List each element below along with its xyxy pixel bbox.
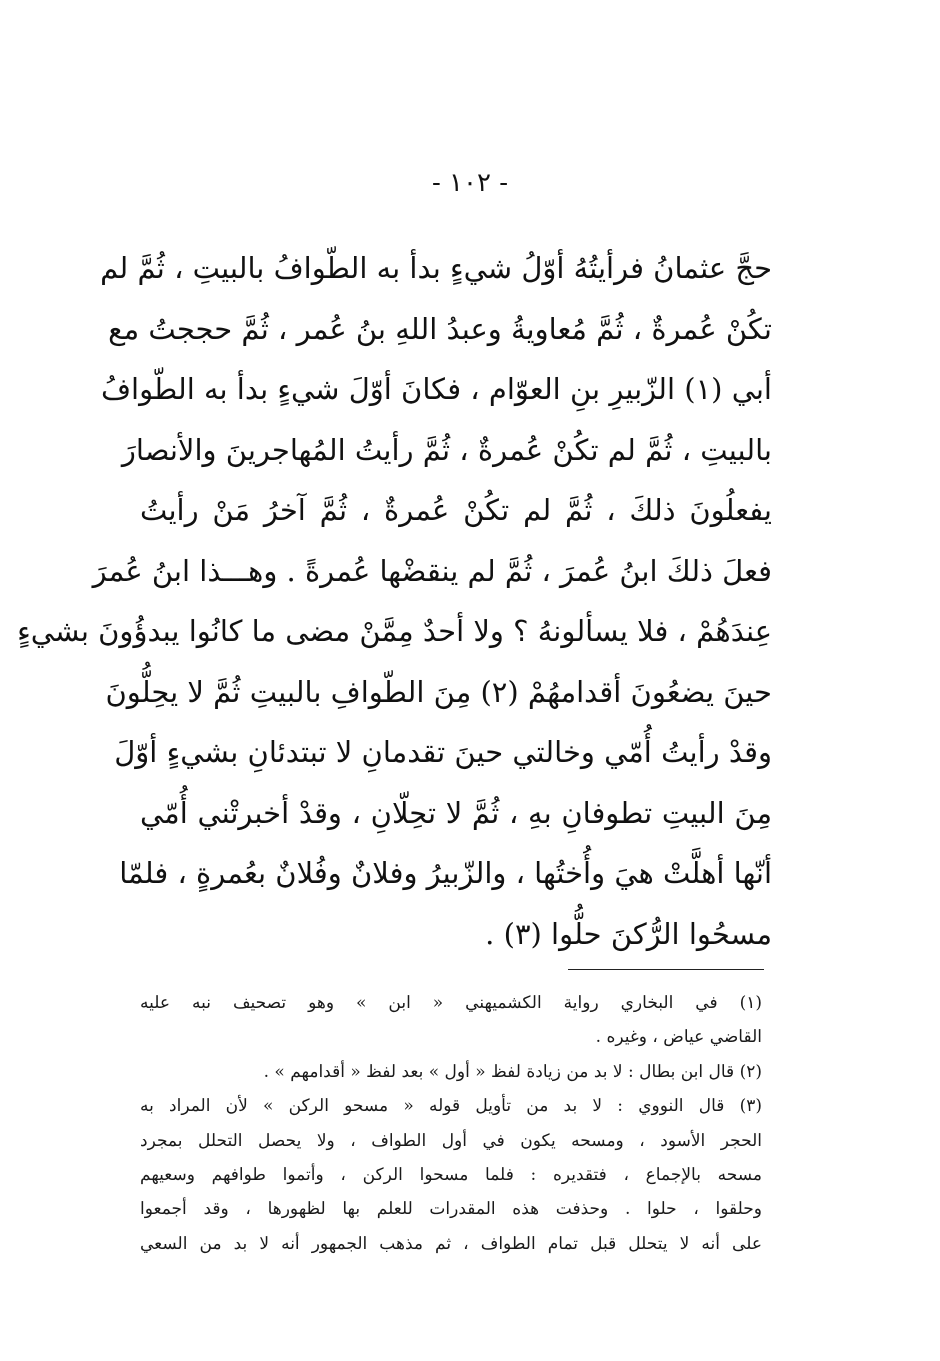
footnote-line: القاضي عياض ، وغيره . xyxy=(595,1027,762,1048)
footnote-line: (٣) قال النووي : لا بد من تأويل قوله « مسحو الركن » لأن المراد به xyxy=(140,1096,762,1117)
footnote-line: على أنه لا يتحلل قبل تمام الطواف ، ثم مذهب الجمهور أنه لا بد من السعي xyxy=(140,1233,762,1254)
footnote-line: وحلقوا ، حلوا . وحذفت هذه المقدرات للعلم بها لظهورها ، وقد أجمعوا xyxy=(140,1199,762,1220)
text-line: بالبيتِ ، ثُمَّ لم تكُنْ عُمرةٌ ، ثُمَّ رأيتُ المُهاجرينَ والأنصارَ xyxy=(121,432,772,467)
footnote-line: مسحه بالإجماع ، فتقديره : فلما مسحوا الركن ، وأتموا طوافهم وسعيهم xyxy=(140,1164,762,1185)
text-line: حينَ يضعُونَ أقدامهُمْ (٢) مِنَ الطّوافِ بالبيتِ ثُمَّ لا يحِلُّونَ xyxy=(105,674,772,709)
text-line: فعلَ ذلكَ ابنُ عُمرَ ، ثُمَّ لم ينقضْها عُمرةً . وهـــذا ابنُ عُمرَ xyxy=(92,553,772,588)
text-line: وقدْ رأيتُ أُمّي وخالتي حينَ تقدمانِ لا تبتدئانِ بشيءٍ أوّلَ xyxy=(114,735,772,769)
text-line: مسحُوا الرُّكنَ حلُّوا (٣) . xyxy=(485,916,772,951)
page-number: - ١٠٢ - xyxy=(431,168,509,198)
footnotes xyxy=(140,986,762,1261)
text-line: تكُنْ عُمرةٌ ، ثُمَّ مُعاويةُ وعبدُ اللهِ بنُ عُمر ، ثُمَّ حججتُ مع xyxy=(108,311,772,346)
text-line: مِنَ البيتِ تطوفانِ بهِ ، ثُمَّ لا تحِلّانِ ، وقدْ أخبرتْني أُمّي xyxy=(140,795,772,830)
footnote-line: (٢) قال ابن بطال : لا بد من زيادة لفظ « أول » بعد لفظ « أقدامهم » . xyxy=(263,1061,762,1082)
text-line: عِندَهُمْ ، فلا يسألونهُ ؟ ولا أحدٌ مِمَّنْ مضى ما كانُوا يبدؤُونَ بشيءٍ xyxy=(17,614,772,648)
footnote-line: الحجر الأسود ، ومسحه يكون في أول الطواف ، ولا يحصل التحلل بمجرد xyxy=(140,1130,762,1151)
footnote-line: (١) في البخاري رواية الكشميهني « ابن » وهو تصحيف نبه عليه xyxy=(140,993,762,1013)
text-line: أبي (١) الزّبيرِ بنِ العوّام ، فكانَ أوّلَ شيءٍ بدأ به الطّوافُ xyxy=(100,372,772,406)
text-line: يفعلُونَ ذلكَ ، ثُمَّ لم تكُنْ عُمرةٌ ، ثُمَّ آخرُ مَنْ رأيتُ xyxy=(140,493,772,527)
text-line: أنّها أهلَّتْ هيَ وأُختُها ، والزّبيرُ وفلانٌ وفُلانٌ بعُمرةٍ ، فلمّا xyxy=(119,856,772,890)
text-line: حجَّ عثمانُ فرأيتُهُ أوّلُ شيءٍ بدأ به الطّوافُ بالبيتِ ، ثُمَّ لم xyxy=(100,251,772,285)
main-text xyxy=(17,238,772,964)
footnote-separator xyxy=(568,969,764,970)
